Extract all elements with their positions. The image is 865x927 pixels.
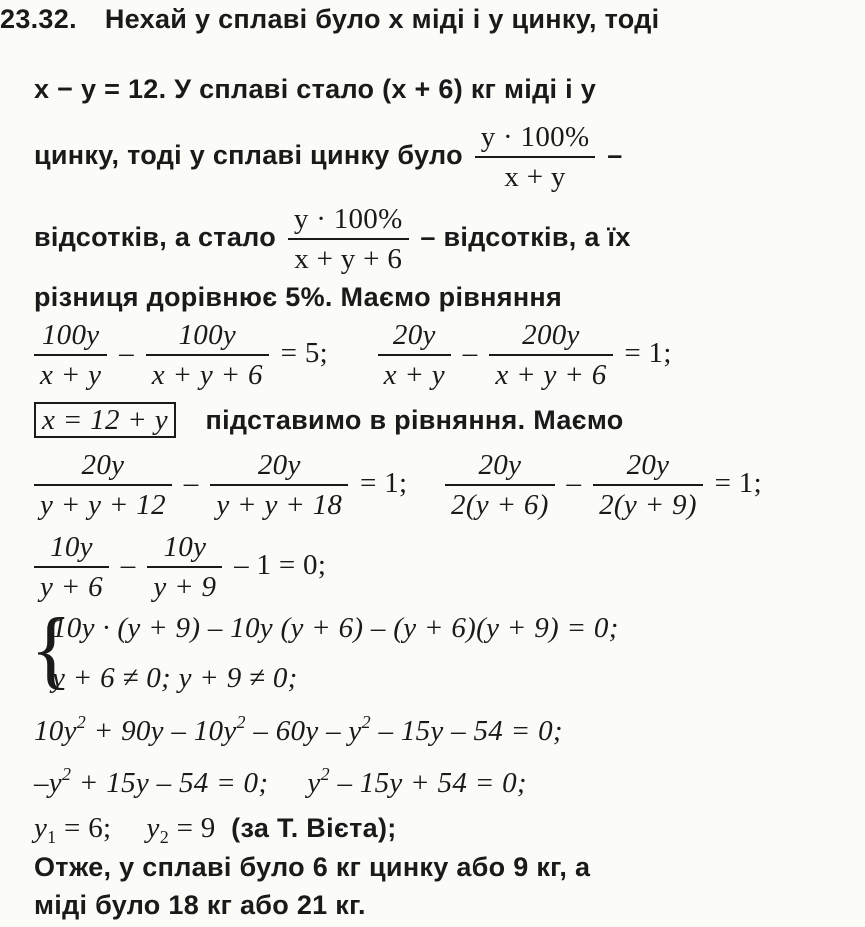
roots-line [34, 812, 397, 848]
fraction-numerator: 10y [163, 531, 207, 563]
eq1-minus-2: – [462, 337, 478, 370]
fraction-denominator: 2(y + 9) [593, 484, 703, 524]
eq2-fraction-2 [210, 446, 348, 524]
problem-line-3 [34, 118, 623, 196]
answer-text-2: міді було 18 кг або 21 кг. [34, 890, 366, 920]
fraction-numerator: 100y [178, 319, 237, 351]
fraction-denominator: y + y + 12 [34, 484, 172, 524]
system-brace: { [30, 601, 73, 698]
problem-line-1 [0, 4, 659, 35]
eq2-fraction-4 [593, 446, 703, 524]
root-index-2: 2 [159, 827, 170, 847]
eq1-fraction-2 [146, 316, 269, 394]
fraction-numerator: 20y [626, 449, 670, 481]
equation-3 [30, 528, 326, 606]
square-exponent: 2 [236, 712, 246, 732]
system-row-1: 10y · (y + 9) – 10y (y + 6) – (y + 6)(y + 9) = 0; [52, 612, 619, 644]
problem-text-4: відсотків, а стало [34, 222, 277, 253]
fraction-numerator: 20y [392, 319, 436, 351]
fraction-denominator: y + 6 [34, 566, 109, 606]
fraction-denominator: x + y [378, 354, 451, 394]
substitution-text: підставимо в рівняння. Маємо [205, 405, 624, 435]
expanded-equation [34, 712, 563, 748]
root-value-2: = 9 [176, 812, 216, 844]
boxed-substitution: x = 12 + y [34, 402, 176, 438]
fraction-numerator: 200y [522, 319, 580, 351]
fraction-numerator: 20y [478, 449, 522, 481]
eq2-rhs-1: = 1; [360, 467, 408, 500]
square-exponent: 2 [320, 764, 330, 784]
expand-term-b: + 90y – 10y [93, 715, 237, 747]
fraction-numerator: y · 100% [293, 203, 403, 235]
eq3-rhs: – 1 = 0; [234, 549, 327, 582]
fraction-numerator: 20y [81, 449, 125, 481]
vieta-note: (за Т. Вієта); [231, 813, 397, 843]
problem-line-2 [34, 74, 596, 105]
problem-text-5: різниця дорівнює 5%. Маємо рівняння [34, 282, 563, 312]
eq3-fraction-1 [34, 528, 109, 606]
problem-line-5 [34, 282, 562, 313]
eq2-minus-1: – [183, 467, 199, 500]
fraction-numerator: 100y [41, 319, 100, 351]
problem-text-1: Нехай у сплаві було x міді і y цинку, тоді [104, 4, 660, 34]
square-exponent: 2 [61, 764, 72, 784]
equation-2 [30, 446, 762, 524]
fraction-denominator: y + 9 [147, 566, 222, 606]
eq2-fraction-3 [445, 446, 555, 524]
problem-text-3: цинку, тоді у сплаві цинку було [34, 140, 463, 171]
equation-1 [30, 316, 672, 394]
root-variable-2: y [146, 812, 160, 844]
root-variable-1: y [34, 812, 48, 844]
quad-term-c: y [307, 767, 321, 799]
eq2-rhs-2: = 1; [714, 467, 762, 500]
substitution-line [34, 404, 624, 437]
fraction-zinc-before [475, 118, 596, 196]
eq2-minus-2: – [566, 467, 582, 500]
problem-text-2: x − y = 12. У сплаві стало (x + 6) кг міді і y [34, 74, 597, 104]
system-row-2: y + 6 ≠ 0; y + 9 ≠ 0; [52, 662, 298, 694]
square-exponent: 2 [361, 712, 371, 732]
expand-term-c: – 60y – y [253, 715, 362, 747]
fraction-numerator: 20y [257, 449, 301, 481]
eq1-fraction-4 [489, 316, 612, 394]
expand-term-a: 10y [34, 715, 77, 747]
fraction-numerator: y · 100% [480, 121, 590, 153]
quad-term-b: + 15y – 54 = 0; [78, 767, 269, 799]
fraction-denominator: x + y + 6 [489, 354, 612, 394]
answer-line-1 [34, 852, 590, 883]
problem-line-4 [34, 200, 631, 278]
equation-system [30, 601, 830, 702]
fraction-denominator: x + y + 6 [288, 238, 409, 278]
expand-term-d: – 15y – 54 = 0; [378, 715, 563, 747]
fraction-denominator: y + y + 18 [210, 484, 348, 524]
root-index-1: 1 [47, 827, 57, 847]
answer-line-2 [34, 890, 366, 921]
quadratic-equation [34, 764, 527, 800]
fraction-denominator: x + y + 6 [146, 354, 269, 394]
problem-tail-4: – відсотків, а їх [420, 222, 631, 253]
eq1-rhs-1: = 5; [280, 337, 329, 370]
quad-term-d: – 15y + 54 = 0; [337, 767, 527, 799]
fraction-numerator: 10y [50, 531, 93, 563]
eq1-fraction-3 [378, 316, 451, 394]
eq1-minus-1: – [119, 337, 134, 370]
problem-dash-3: – [607, 140, 623, 171]
fraction-denominator: x + y [475, 156, 596, 196]
problem-number: 23.32. [0, 4, 77, 34]
fraction-denominator: x + y [34, 354, 107, 394]
eq2-fraction-1 [34, 446, 172, 524]
eq1-fraction-1 [34, 316, 107, 394]
quad-term-a: –y [34, 767, 62, 799]
eq1-rhs-2: = 1; [624, 337, 672, 370]
answer-text-1: Отже, у сплаві було 6 кг цинку або 9 кг, а [34, 852, 591, 882]
square-exponent: 2 [76, 712, 87, 732]
fraction-denominator: 2(y + 6) [445, 484, 555, 524]
fraction-zinc-after [288, 200, 409, 278]
eq3-minus: – [120, 549, 136, 582]
root-value-1: = 6; [64, 812, 112, 844]
eq3-fraction-2 [147, 528, 222, 606]
